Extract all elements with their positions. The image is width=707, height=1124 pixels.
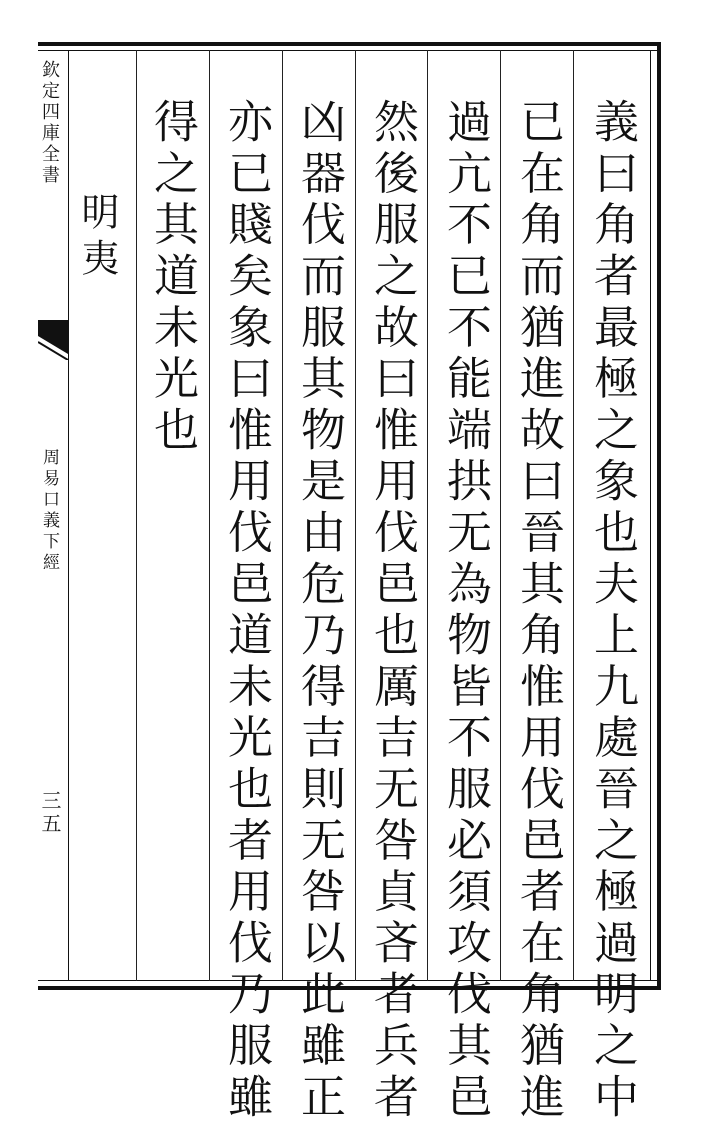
text-column: 義曰角者最極之象也夫上九處晉之極過明之中: [586, 98, 639, 1124]
book-chapter-label: 周易口義下經: [39, 448, 59, 574]
right-border: [657, 42, 661, 990]
right-border-inner: [650, 50, 651, 981]
column-rule: [209, 50, 210, 981]
text-column: 然後服之故曰惟用伐邑也厲吉无咎貞吝者兵者: [366, 98, 419, 1124]
column-rule: [500, 50, 501, 981]
text-column: 凶器伐而服其物是由危乃得吉則无咎以此雖正: [293, 98, 346, 1124]
text-column: 得之其道未光也: [146, 98, 199, 458]
bottom-border: [38, 986, 660, 990]
margin-divider: [68, 50, 69, 981]
section-title: 明夷: [75, 192, 119, 284]
collection-title: 欽定四庫全書: [39, 60, 60, 186]
text-column: 已在角而猶進故曰晉其角惟用伐邑者在角猶進: [512, 98, 565, 1124]
page-number: 三五: [38, 790, 62, 836]
column-rule: [355, 50, 356, 981]
top-border-inner: [38, 50, 660, 51]
fishtail-mark-icon: [38, 320, 68, 360]
column-rule: [573, 50, 574, 981]
top-border: [38, 42, 660, 46]
column-rule: [136, 50, 137, 981]
column-rule: [282, 50, 283, 981]
text-column: 亦已賤矣象曰惟用伐邑道未光也者用伐乃服雖: [220, 98, 273, 1124]
bottom-border-inner: [38, 980, 660, 981]
column-rule: [427, 50, 428, 981]
text-column: 過亢不已不能端拱无為物皆不服必須攻伐其邑: [439, 98, 492, 1124]
